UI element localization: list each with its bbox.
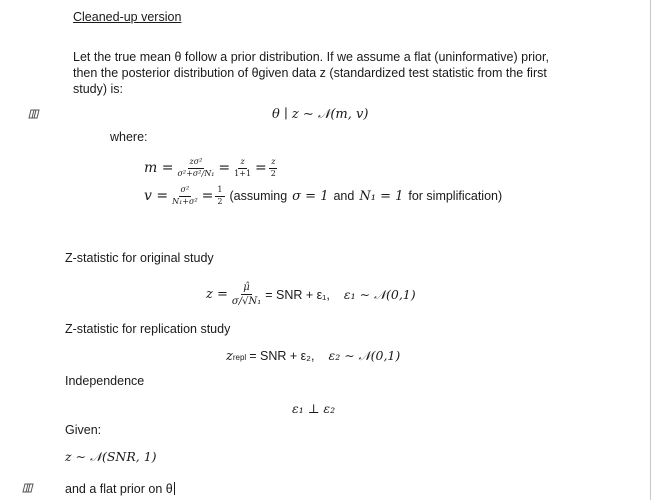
m-lhs: m = [144, 160, 174, 177]
copilot-icon[interactable] [22, 483, 34, 493]
z-repl-var: z [226, 349, 233, 364]
given-label: Given: [65, 423, 102, 437]
v-note-n: N₁ = 1 [359, 188, 404, 204]
m-eq-3: = [255, 160, 267, 177]
text-cursor [174, 482, 175, 495]
independence-equation: ε₁ ⊥ ε₂ [292, 401, 336, 416]
z-replication-equation [226, 348, 400, 364]
v-note-and: and [333, 189, 355, 204]
m-frac-3-num: z [269, 158, 277, 169]
z-repl-rhs: = SNR + ε₂, [249, 349, 315, 363]
m-frac-3-den: 2 [270, 168, 276, 178]
m-frac-1-num: zσ² [188, 158, 205, 169]
v-eq-2: = [201, 188, 214, 205]
v-frac-2-den: 2 [217, 196, 223, 206]
m-frac-2-den: 1+1 [234, 168, 252, 178]
independence-label: Independence [65, 374, 145, 388]
z-orig-frac [230, 282, 263, 307]
z-orig-den: σ/√N₁ [231, 296, 262, 307]
v-frac-2 [215, 186, 224, 207]
posterior-equation: θ ∣ z ∼ 𝒩(m, v) [272, 107, 369, 122]
page-edge-divider [650, 0, 651, 500]
z-repl-dist: ε₂ ∼ 𝒩(0,1) [328, 348, 401, 363]
m-frac-1-den: σ²+σ²/N₁ [177, 168, 215, 178]
z-repl-subscript: repl [232, 353, 247, 362]
v-note-sigma: σ = 1 [292, 188, 329, 204]
doc-heading: Cleaned-up version [73, 10, 182, 24]
v-frac-2-num: 1 [215, 186, 224, 197]
intro-line-1: Let the true mean θ follow a prior distribution. If we assume a flat (uninformative) prior, [73, 50, 549, 64]
v-lhs: v = [144, 188, 169, 205]
flat-prior-text: and a flat prior on θ [65, 482, 173, 496]
z-original-equation [206, 282, 416, 307]
m-frac-2 [232, 158, 253, 179]
z-orig-rhs: = SNR + ε₁, [265, 287, 330, 302]
z-replication-label: Z-statistic for replication study [65, 322, 231, 336]
copilot-icon[interactable] [28, 109, 40, 119]
intro-line-3: study) is: [73, 82, 124, 96]
m-frac-3 [269, 158, 278, 179]
v-note-open: (assuming [229, 189, 288, 204]
z-orig-lhs: z = [206, 287, 228, 302]
m-frac-2-num: z [238, 158, 246, 169]
z-original-label: Z-statistic for original study [65, 251, 214, 265]
intro-line-2: then the posterior distribution of θgiven data z (standardized test statistic from the first [73, 66, 547, 80]
m-eq-2: = [218, 160, 231, 177]
v-frac-1 [170, 186, 200, 207]
flat-prior-line[interactable] [65, 482, 175, 496]
v-frac-1-num: σ² [179, 186, 192, 197]
m-frac-1 [175, 158, 216, 179]
z-orig-dist: ε₁ ∼ 𝒩(0,1) [343, 286, 416, 302]
m-equation [144, 158, 280, 179]
v-frac-1-den: N₁+σ² [172, 196, 198, 206]
v-equation [144, 186, 502, 207]
z-orig-num: μ̂ [243, 282, 250, 293]
where-label: where: [110, 130, 148, 144]
v-note-close: for simplification) [408, 189, 503, 204]
given-equation: z ∼ 𝒩(SNR, 1) [65, 449, 157, 464]
